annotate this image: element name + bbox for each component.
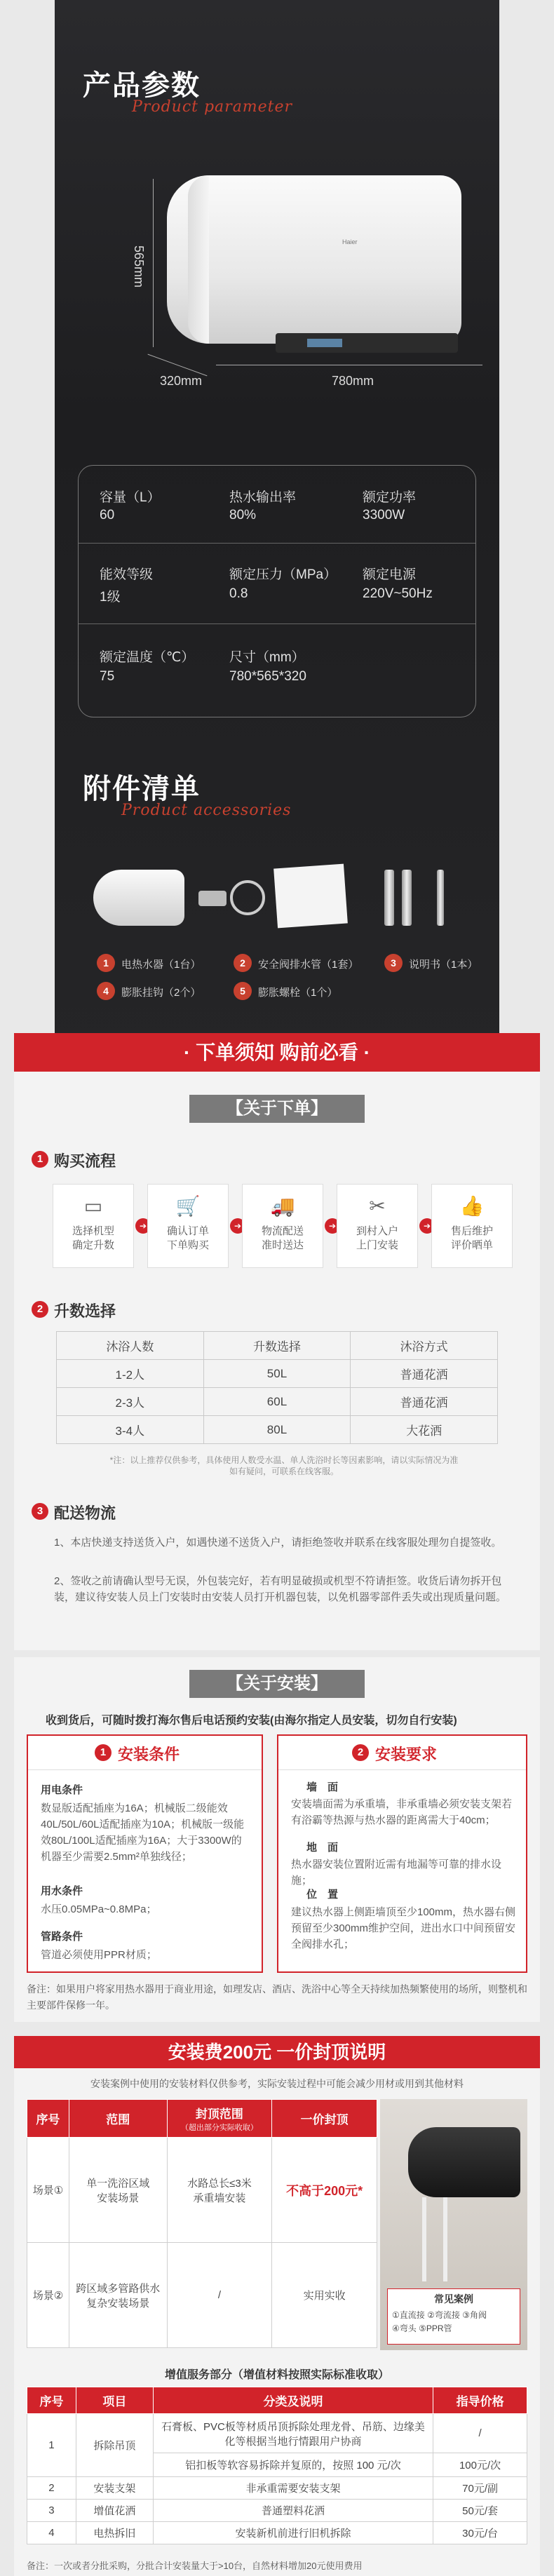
section-num-icon: 1 [95, 1744, 112, 1761]
water-text: 水压0.05MPa~0.8MPa； [41, 1903, 157, 1915]
step-label: 上门安装 [356, 1239, 398, 1251]
acc-hook-image [384, 870, 394, 926]
truck-icon: 🚚 [270, 1195, 295, 1217]
spec-label: 能效等级 [100, 567, 154, 582]
flow-step [53, 1184, 134, 1268]
table-cell: 50L [203, 1360, 351, 1388]
table-cell: 电热拆旧 [76, 2522, 153, 2544]
install-section [14, 1657, 540, 2022]
acc-num-icon: 1 [97, 954, 115, 972]
table-header: 一价封顶 [272, 2100, 377, 2138]
power-title: 用电条件 [41, 1784, 83, 1796]
spec-value: 1级 [100, 590, 121, 605]
position-title: 位 置 [306, 1889, 339, 1901]
table-header-row [27, 2100, 377, 2138]
case-item: ⑤PPR管 [419, 2324, 452, 2333]
flow-step [147, 1184, 229, 1268]
water-title: 用水条件 [41, 1885, 83, 1897]
spec-label: 额定电源 [363, 567, 417, 582]
table-cell: 安装新机前进行旧机拆除 [153, 2522, 433, 2544]
order-notice-section [14, 1033, 540, 1650]
table-header: 分类及说明 [153, 2387, 433, 2414]
table-header: 范围 [69, 2100, 167, 2138]
table-cell: 2-3人 [57, 1388, 204, 1416]
display-screen [307, 339, 342, 347]
table-cell: 普通花洒 [351, 1360, 498, 1388]
height-dim-line [153, 179, 154, 347]
spec-table [78, 465, 476, 717]
purchase-flow-title: 购买流程 [54, 1152, 116, 1170]
acc-item-label: 说明书（1本） [409, 959, 478, 971]
table-header: 指导价格 [433, 2387, 527, 2414]
table-cell: 非承重需要安装支架 [153, 2477, 433, 2500]
tools-icon: ✂ [369, 1195, 386, 1217]
spec-row-divider [79, 543, 475, 544]
shipping-text: 2、签收之前请确认型号无误，外包装完好，若有明显破损或机型不符请拒签。收货后请勿拆开包装，建议待安装人员上门安装时由安装人员打开机器包装，以免机器零部件丢失或出现质量问题。 [54, 1575, 507, 1603]
depth-dim: 320mm [160, 374, 203, 388]
table-cell: / [167, 2243, 272, 2348]
capacity-title: 升数选择 [54, 1302, 116, 1320]
acc-item-label: 膨胀螺栓（1个） [258, 987, 338, 999]
table-cell: 场景② [27, 2243, 69, 2348]
acc-heater-image [93, 870, 184, 926]
case-item: ①直流接 [392, 2310, 425, 2320]
arrow-right-icon: ➔ [325, 1218, 340, 1234]
table-cell: 石膏板、PVC板等材质吊顶拆除处理龙骨、吊筋、边缘美化等根据当地行情跟用户协商 [153, 2414, 433, 2453]
fee-intro: 安装案例中使用的安装材料仅供参考，实际安装过程中可能会减少用材或用到其他材料 [90, 2078, 464, 2089]
acc-num-icon: 4 [97, 982, 115, 1000]
pipe-text: 管道必须使用PPR材质； [41, 1949, 157, 1961]
arrow-right-icon: ➔ [230, 1218, 245, 1234]
spec-panel [55, 0, 499, 1052]
wall-title: 墙 面 [306, 1781, 339, 1793]
heater-illustration [104, 161, 496, 393]
notice-banner: · 下单须知 购前必看 · [14, 1033, 540, 1072]
table-row [27, 2243, 377, 2348]
height-dim: 565mm [132, 245, 146, 288]
requirements-title: 安装要求 [375, 1746, 438, 1763]
table-cell: 30元/台 [433, 2522, 527, 2544]
acc-bolt-image [437, 870, 444, 926]
step-label: 选择机型 [72, 1225, 114, 1237]
fee-banner: 安装费200元 一价封顶说明 [14, 2036, 540, 2068]
depth-dim-line [148, 354, 208, 377]
step-label: 物流配送 [261, 1225, 304, 1237]
table-cell: 3 [27, 2500, 76, 2522]
spec-value: 220V~50Hz [363, 586, 433, 601]
table-cell: 80L [203, 1416, 351, 1444]
capacity-table [56, 1331, 498, 1444]
table-cell: 普通花洒 [351, 1388, 498, 1416]
acc-num-icon: 2 [234, 954, 252, 972]
floor-title: 地 面 [306, 1842, 339, 1854]
fee-table [27, 2099, 377, 2348]
table-cell: 安装支架 [76, 2477, 153, 2500]
table-cell: 增值花洒 [76, 2500, 153, 2522]
case-heater [408, 2127, 520, 2197]
step-label: 确认订单 [166, 1225, 209, 1237]
table-cell: 1-2人 [57, 1360, 204, 1388]
spec-label: 额定功率 [363, 490, 417, 505]
table-cell: 实用实收 [272, 2243, 377, 2348]
card-divider [278, 1769, 526, 1770]
table-header: 沐浴方式 [351, 1332, 498, 1360]
table-cell: 普通塑料花洒 [153, 2500, 433, 2522]
header-sublabel: （超出部分实际收取） [180, 2124, 258, 2132]
table-row [27, 2138, 377, 2243]
table-cell: 3-4人 [57, 1416, 204, 1444]
table-row [57, 1360, 498, 1388]
table-cell: 60L [203, 1388, 351, 1416]
section-num-icon: 3 [32, 1503, 48, 1520]
table-row [27, 2522, 527, 2544]
spec-value: 0.8 [229, 586, 248, 601]
table-header: 项目 [76, 2387, 153, 2414]
spec-label: 额定压力（MPa） [229, 567, 337, 582]
accessories-subtitle: Product accessories [121, 802, 292, 819]
table-cell: 跨区域多管路供水 复杂安装场景 [69, 2243, 167, 2348]
capacity-note: *注：以上推荐仅供参考，具体使用人数受水温、单人洗浴时长等因素影响，请以实际情况为准 [109, 1455, 459, 1465]
step-label: 评价晒单 [450, 1239, 493, 1251]
acc-manual-image [273, 864, 348, 929]
heater-body [167, 175, 461, 344]
install-tag: 【关于安装】 [189, 1670, 365, 1698]
acc-item-label: 电热水器（1台） [121, 959, 201, 971]
table-header: 序号 [27, 2387, 76, 2414]
table-row [27, 2477, 527, 2500]
spec-subtitle: Product parameter [132, 98, 293, 116]
table-cell: / [433, 2414, 527, 2453]
position-text: 建议热水器上侧距墙顶至少100mm，热水器右侧预留至少300mm维护空间，进出水口中间预留安全阀排水孔； [291, 1906, 516, 1950]
acc-item-label: 安全阀排水管（1套） [258, 959, 359, 971]
case-legend [387, 2288, 520, 2345]
spec-value: 80% [229, 508, 257, 522]
spec-label: 容量（L） [100, 490, 161, 505]
power-text: 数显版适配插座为16A；机械版二级能效40L/50L/60L适配插座为10A；机械版一级能效80L/100L适配插座为16A；大于3300W的机器至少需要2.5mm²单独线径； [41, 1802, 245, 1863]
table-header: 沐浴人数 [57, 1332, 204, 1360]
acc-num-icon: 3 [384, 954, 403, 972]
install-case-image [380, 2099, 527, 2350]
spec-title: 产品参数 [83, 70, 201, 101]
heater-endcap [188, 175, 209, 344]
table-header-row [27, 2387, 527, 2414]
width-dim: 780mm [332, 374, 374, 388]
install-intro: 收到货后，可随时拨打海尔售后电话预约安装(由海尔指定人员安装，切勿自行安装) [46, 1715, 457, 1727]
table-header-row [57, 1332, 498, 1360]
arrow-right-icon: ➔ [419, 1218, 435, 1234]
spec-value: 75 [100, 669, 115, 684]
step-label: 下单购买 [166, 1239, 209, 1251]
step-label: 准时送达 [261, 1239, 304, 1251]
value-added-title: 增值服务部分（增值材料按照实际标准收取） [164, 2369, 389, 2381]
table-cell: 铝扣板等软容易拆除并复原的，按照 100 元/次 [153, 2453, 433, 2477]
acc-valve-image [195, 873, 265, 922]
table-row [57, 1388, 498, 1416]
table-cell: 场景① [27, 2138, 69, 2243]
price-cell: 不高于200元* [272, 2138, 377, 2243]
table-header: 升数选择 [203, 1332, 351, 1360]
table-row [27, 2414, 527, 2453]
table-cell: 2 [27, 2477, 76, 2500]
spec-label: 热水输出率 [229, 490, 297, 505]
case-pipe [443, 2197, 447, 2281]
card-divider [28, 1769, 262, 1770]
case-item: ②弯流接 [427, 2310, 460, 2320]
order-tag: 【关于下单】 [189, 1095, 365, 1123]
spec-value: 780*565*320 [229, 669, 306, 684]
spec-value: 60 [100, 508, 115, 522]
case-title: 常见案例 [434, 2293, 473, 2305]
table-row [27, 2500, 527, 2522]
step-label: 售后维护 [450, 1225, 493, 1237]
acc-num-icon: 5 [234, 982, 252, 1000]
table-cell: 100元/次 [433, 2453, 527, 2477]
install-requirements-card [277, 1734, 527, 1973]
wall-text: 安装墙面需为承重墙，非承重墙必须安装支架若有浴霸等热源与热水器的距离需大于40cm； [291, 1798, 513, 1826]
section-num-icon: 2 [352, 1744, 369, 1761]
thumb-icon: 👍 [459, 1195, 485, 1217]
spec-row-divider [79, 623, 475, 624]
cart-icon: 🛒 [175, 1195, 201, 1217]
acc-hook-image [402, 870, 412, 926]
install-conditions-card [27, 1734, 263, 1973]
case-pipe [422, 2197, 426, 2281]
monitor-icon: ▭ [83, 1195, 103, 1217]
table-cell: 50元/套 [433, 2500, 527, 2522]
shipping-title: 配送物流 [54, 1504, 116, 1522]
table-cell: 大花洒 [351, 1416, 498, 1444]
pipe-title: 管路条件 [41, 1931, 83, 1943]
table-header [167, 2100, 272, 2138]
spec-label: 尺寸（mm） [229, 650, 305, 665]
conditions-title: 安装条件 [118, 1746, 180, 1763]
acc-item-label: 膨胀挂钩（2个） [121, 987, 201, 999]
spec-value: 3300W [363, 508, 405, 522]
step-label: 确定升数 [72, 1239, 114, 1251]
spec-label: 额定温度（℃） [100, 650, 195, 665]
shipping-text: 1、本店快递支持送货入户，如遇快递不送货入户，请拒绝签收并联系在线客服处理勿自提签收。 [54, 1537, 502, 1549]
install-remark: 备注：如果用户将家用热水器用于商业用途，如理发店、酒店、洗浴中心等全天持续加热频繁使用的场所，则整机和主要部件保修一年。 [27, 1983, 527, 2011]
flow-step [337, 1184, 418, 1268]
step-label: 到村入户 [356, 1225, 398, 1237]
table-row [57, 1416, 498, 1444]
table-cell: 4 [27, 2522, 76, 2544]
section-num-icon: 1 [32, 1151, 48, 1168]
table-cell: 单一洗浴区域 安装场景 [69, 2138, 167, 2243]
flow-step [242, 1184, 323, 1268]
header-label: 封顶范围 [195, 2108, 243, 2121]
table-cell: 水路总长≤3米 承重墙安装 [167, 2138, 272, 2243]
table-cell: 1 [27, 2414, 76, 2477]
section-num-icon: 2 [32, 1301, 48, 1318]
table-cell: 拆除吊顶 [76, 2414, 153, 2477]
value-added-table [27, 2387, 527, 2544]
table-cell: 70元/副 [433, 2477, 527, 2500]
fee-section [14, 2036, 540, 2576]
product-brand-label: Haier [342, 238, 358, 245]
fee-footnote: 备注：一次或者分批采购，分批合计安装量大于>10台，自然材料增加20元使用费用 [27, 2561, 363, 2571]
case-item: ④弯头 [392, 2324, 417, 2333]
control-panel [276, 333, 458, 353]
capacity-note: 如有疑问，可联系在线客服。 [229, 1466, 339, 1476]
floor-text: 热水器安装位置附近需有地漏等可靠的排水设施； [291, 1859, 502, 1887]
case-item: ③角阀 [462, 2310, 487, 2320]
table-header: 序号 [27, 2100, 69, 2138]
flow-step [431, 1184, 513, 1268]
accessories-title: 附件清单 [83, 774, 201, 804]
arrow-right-icon: ➔ [135, 1218, 151, 1234]
